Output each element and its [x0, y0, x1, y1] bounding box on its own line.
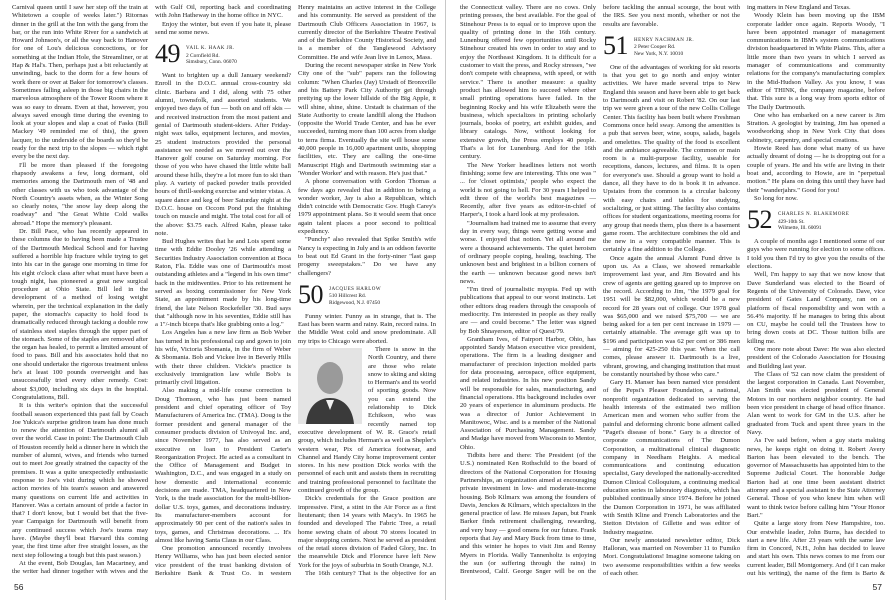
paragraph: Carnival queen until I saw her step off the train at Whitetown a couple of weeks later.") Ritornas dinner in the grill at the Inn with the gang from the bar, or the run into White River for a sandwich at Howard Johnson's, or all the way back to Hanover for one of Lou's delicious concoctions, or for something at the Indian Hole, the Streamliner, or at Hap & Hal's. Then, perhaps just a bit reluctantly at unwinding, back to the dorm for a few hours of work there or over at Baker for tomorrow's classes. Sometimes falling asleep in those big chairs in the marvelous atmosphere of the Tower Room where it was so easy to dream. Even at that, however, you always saved enough time during the evening to look at your slopes and slap a coat of Fasks (Bill Mackey '49 reminded me of this), the green lacquer, to the underside of the boards so they'd be ready for the next trip to the slopes — which right every be the next day.	[12, 4, 148, 161]
paragraph: One more note about Dave: He was also elected president of the Colorado Association for Housing and Building last year.	[747, 345, 885, 370]
paragraph: At the event, Bob Douglas, Ian Macartney, and the writer had dinner together with wives and the	[12, 559, 148, 576]
class-number: 49	[155, 39, 180, 69]
left-column-3	[298, 4, 436, 576]
paragraph: "Journalism had trained me to assume that every day in every way, things were getting worse and worse. I enjoyed that notion. Yet all around me were a thousand achievements. The quiet heroism of ordinary people coping, healing, teaching. The unknown best and brightest in a billion corners of the earth — unknown because good news isn't news.	[460, 219, 596, 285]
left-column-1	[12, 4, 148, 576]
secretary-city: Simsbury, Conn. 06070	[186, 59, 237, 66]
paragraph: One promotion announced recently involves Henry Williams, who has just been elected senior vice president of the trust banking division of Berkshire Bank & Trust Co. in western	[155, 545, 291, 576]
paragraph: Gary H. Manser has been named vice president of the Pepsi's Pleaser Foundation, a national, nonprofit organization dedicated to serving the health interests of the estimated two million American men and women who suffer from the painful and deforming chronic bone ailment called "Paget's disease of bone." Gary is a director of corporate communications of The Dumon Corporation, a multinational clinical diagnostic company in Needham Heights. A medical communications and continuing education specialist, Gary developed the nationally-accredited Dumon Clinical Colloquium, a continuing medical education series in laboratory diagnosis, which has published continually since 1974. Before he joined the Dumon Corporation in 1971, he was affiliated with Smith Kline and French Laboratories and the Stetton Division of Gillette and was editor of Industry magazine.	[603, 379, 740, 536]
secretary-name: VAIL K. HAAK JR.	[186, 46, 235, 52]
class-secretary-address	[778, 207, 849, 232]
paragraph: ing matters in New England and Texas.	[747, 4, 851, 11]
paragraph: Also making a mid-life course correction is Doug Thomson, who has just been named president and chief operating officer of Toy Manufacturers of America Inc. (TMA). Doug is the former president and general manager of the consumer products division of Univoyal Inc. and, since November 1977, has also served as an executive on loan to President Carter's Reorganization Project. He acted as a consultant in the Office of Management and Budget in Washington, D.C., and was engaged in a study on how domestic and international economic decisions are made. TMA, headquartered in New York, is the trade association for the multi-billion-dollar U.S. toys, games, and decorations industry. Its manufacturer-members account for approximately 90 per cent of the nation's sales in toys, games, and Christmas decorations. ... It's almost like having Santa Claus in our Class.	[155, 387, 291, 544]
paragraph: One who has embarked on a new career is Jim Stratton. A geologist by training, Jim has opened a woodworking shop in New York City that does cabinetry, carpentry, and special creations.	[747, 111, 885, 144]
paragraph: the Connecticut valley. There are no cows. Only printing presses, the best available. For the goal of Stinehour Press is to equal or to improve upon the quality of printing done in the 16th century. Lunenburg offered few opportunities until Rocky Stinehour created his own in order to stay and to enjoy the Northeast Kingdom. It is difficult for a customer to visit the press, and Rocky stresses, "we don't compete with cheapness, with speed, or with service." There is another measure: a quality product has allowed him to succeed where other small printing operations have failed. In the beginning Rocky and his wife Elizabeth were the business, which specializes in printing scholarly journals, books of poetry, art exhibit guides, and library catalogs. Now, without looking for extensive growth, the Press employs 40 people. That's a lot for Lunenburg. And for the 16th century.	[460, 4, 596, 161]
right-column-1	[460, 4, 596, 576]
class-heading-52	[747, 207, 885, 233]
paragraph: Enjoy the winter, but even if you hate it, please send me some news.	[155, 20, 291, 36]
secretary-name: HENRY NACHMAN JR.	[634, 37, 695, 43]
class-number: 52	[747, 205, 772, 235]
secretary-street: 2 Peter Cooper Rd.	[634, 44, 676, 51]
paragraph: Tidbits here and there: The President (of the U.S.) nominated Ken Rothschild to the board of directors of the National Corporation for Housing Partnerships, an organization aimed at encouraging private investment in low- and moderate-income housing. Bob Kilmarx was among the founders of Davis, Jenckes & Kilmarx, which specializes in the general practice of law. He misses Japan, but Frank Barker finds retirement challenging, rewarding, and very busy — good omens for our future. Frank reports that Jay and Mary Buck from time to time, and this winter he hopes to visit Jim and Renny Myers in Florida. Wally Tannenholtz is enjoying the sun (or suffering through the rains) in Brentwood, Calif. George Snger will be on the	[460, 452, 596, 576]
paragraph: As I've said before, when a guy starts making news, he keeps right on doing it. Robert Avery Barton has been elevated to the bench. The governor of Massachusetts has appointed him to the Supreme Judicial Court. The honorable Judge Barton had at one time been assistant district attorney and a special assistant to the State Attorney General. Those of you who knew him when will want to think twice before calling him "Your Honor Bart."	[747, 437, 885, 519]
paragraph: Dr. Bill Pace, who has recently appeared in these columns due to having been made a Trustee of the Dartmouth Medical School and for having suffered a horrible hip fracture while trying to get into his car in the garage one morning in time for his eight o'clock class after what must have been a tough night, has pioneered a great new surgical procedure at Ohio State. Bill led in the development of a method of losing weight wherein, per the technical explanation in the daily paper, the stomach's capacity to hold food is dramatically reduced through tacking a double row of stainless steel staples through the upper part of the stomach. Some of the staples are removed after the organ has healed, to permit a limited amount of food to pass. Bill and his associates hold that no one should undertake the rigorous treatment unless he's at least 100 pounds overweight and has unsuccessfully tried every other remedy. Cost: about $3,000, including six days in the hospital. Congratulations, Bill.	[12, 228, 148, 401]
paragraph: Want to brighten up a dull January weekend? Enroll in the D.O.C. annual cross-country ski clinic. Barbara and I did, along with 75 other alumni, townsfolk, and assorted students. We enjoyed two days of fun — both on and off skis — and received instruction from the most patient and genial of Dartmouth student-skiers. After Friday-night wax talks, equipment lectures, and movies, 25 student instructors provided the personal assistance we needed as we moved out over the Hanover golf course on Saturday morning. For those of you who have chased the little white ball around these hills, they're a lot more fun to ski than play. A variety of packed powder trails provided hours of thrill-seeking exercise and winter vistas. A square dance and keg of beer Saturday night at the D.O.C. house on Occom Pond put the finishing touch on muscle and might. The total cost for all of the above: $3.75 each. Alfred Kahn, please take note.	[155, 72, 291, 237]
paragraph: There is snow in the North Country, and there are those who relate snow to skiing and skiing to Herman's and its world of sporting goods. Now you can extend the relationship to Dick Echikson, who was recently named top executive development of W. R. Grace's retail group, which includes Herman's as well as Shepler's western wear, Pix of America footwear, and Channel and Handy City home improvement center stores. In his new position Dick works with the personnel of each unit and assists them in recruiting and training professional personnel to facilitate the continued growth of the group.	[298, 345, 436, 495]
secretary-city: Ridgewood, N.J. 07450	[329, 299, 381, 306]
secretary-street: 2 Cornfield Rd.	[186, 52, 220, 59]
paragraph: A phone conversation with Gordon Thomas a few days ago revealed that in addition to being a wonder worker, Jay is also a Republican, which didn't coincide with Democratic Gov. Hugh Carey's 1979 appointment plans. So it would seem that once again talent places a poor second to political expediency.	[298, 178, 436, 236]
left-column-2	[155, 4, 291, 576]
secretary-city: Wilmette, Ill. 60091	[778, 225, 822, 232]
paragraph: "I'm tired of journalistic myopia. Fed up with publications that appeal to our worst instincts. Let other editors drag readers through the cesspools of mediocrity. I'm interested in people as they really are — and could become." The letter was signed by Bob Shnayerson, editor of Quest/79.	[460, 286, 596, 335]
class-heading-49	[155, 41, 291, 67]
right-page	[450, 0, 896, 600]
secretary-name: JACQUES HARLOW	[329, 286, 382, 292]
paragraph: Bud Hughes writes that he and Lois spent some time with Eddie Dooley '26 while attending a Securities Industry Association convention at Boca Raton, Fla. Eddie was one of Dartmouth's most outstanding athletes and a "legend in his own time" back in the midtwenties. Prior to his retirement he served as boxing commissioner for New York State, an appointment made by his long-time friend, the late Nelson Rockefeller '30. Bud says that "although now in his seventies, Eddie still has a 1"/-inch biceps that's like grabbing onto a log."	[155, 238, 291, 329]
paragraph: A couple of months ago I mentioned some of our guys who were running for election to some offices. I told you then I'd try to give you the results of the elections.	[747, 238, 885, 271]
class-secretary-address	[329, 282, 381, 307]
paragraph: with Gulf Oil, reporting back and coordinating with John Hatheway in the home office in NYC.	[155, 4, 291, 20]
paragraph: Our newly annotated newsletter editor, Dick Halloran, was married on November 11 to Fumiko Mori. Congratulations! Imagine someone taking on two awesome responsibilities within a few weeks of each other.	[603, 536, 740, 576]
paragraph: before tackling the annual scourge, the bout with the IRS. See you next month, whether or not the results are favorable.	[603, 4, 740, 28]
secretary-name: CHARLES N. BLAKEMORE	[778, 212, 850, 218]
portrait-photo	[298, 348, 362, 424]
paragraph: The Class of '52 can now claim the president of the largest corporation in Canada. Last November, Alan Smith was elected president of General Motors in our northern neighbor country. He had been vice president in charge of head office finance. Alan went to work for GM in the U.S. after he graduated from Tuck and spent three years in the Navy.	[747, 370, 885, 436]
page-number: 56	[14, 582, 24, 592]
left-page	[0, 0, 446, 600]
right-column-2	[603, 4, 740, 576]
class-secretary-address	[186, 41, 237, 66]
right-column-3	[747, 4, 885, 576]
portrait-image	[298, 348, 362, 424]
paragraph: Quite a large story from New Hampshire, too. Our erstwhile leader, John Burns, has decided to start a new life. After 23 years with the same law firm in Concord, N.H., John has decided to leave and start his own. This news comes to me from our current leader, Bill Montgomery. And (if I can make out his writing), the name of the firm is Barto &	[747, 520, 885, 576]
class-number: 51	[603, 30, 628, 60]
class-heading-51	[603, 30, 740, 60]
paragraph: Well, I'm happy to say that we now know that Dave Sunderland was elected to the Board of Regents of the University of Colorado. Dave, vice president of Gates Land Company, ran on a platform of fiscal responsibility and won with a 56.4% majority. If he manages to bring this about on CU, maybe he could tell the Trustees how to bring down costs at DC. Those tuition bills are killing me.	[747, 271, 885, 345]
secretary-city: New York, N.Y. 10010	[634, 51, 684, 58]
paragraph: Howie Reed has done what many of us have actually dreamt of doing — he is dropping out for a couple of years. He and his wife are living in their boat and, according to Howie, are in "perpetual motion." He plans on doing this until they have had their "wanderjahrs." Good for you!	[747, 145, 885, 194]
paragraph: Funny winter. Funny as in strange, that is. The East has been warm and rainy. Rain, record rains. In the Middle West cold and snow predominate. All my trips to Chicago were aborted.	[298, 312, 436, 345]
paragraph: One of the advantages of working for ski resorts is that you get to go north and enjoy winter activities. We have made several trips to New England this season and have been able to get back to Dartmouth and visit on Robert '82. On our last trip we were given a tour of the new Collis College Center. This facility has been built where Freshman Commons once held sway. Among the amenities is a pub that serves beer, wine, soups, salads, bagels and omelettes. The quality of the food is excellent and the ambiance agreeable. The common or main room is a multi-purpose facility, useable for receptions, dances, lectures, and films. It is open for everyone's use. Should a group want to hold a dance, all they have to do is book it in advance. Upstairs from the common is a circular balcony with easy chairs and tables for studying, socializing, or just sitting. The facility also contains offices for student organizations, meeting rooms for any group that needs them, plus there is a basement game room. The architecture combines the old and the new in a very compatible manner. This is certainly a fine addition to the College.	[603, 63, 740, 254]
paragraph: During the recent newspaper strike in New York City one of the "sub" papers ran the following column: "When Charles (Jay) Urstadt of Bronxville and his Battery Park City Authority get through prettying up the lower hillside of the Big Apple, it will shine, shine, shine. Urstadt is chairman of the State Authority to create landfill along the Hudson (opposite the World Trade Center, and has he ever succeeded, turning more than 100 acres from sludge to terra firma. Eventually the site will house some 40,000 people in 16,000 apartment units, shopping facilities, etc. They are calling the one-time Manuscript High and Dartmouth swimming star a 'Wonder Worker' and with reason. He's just that."	[298, 62, 436, 177]
paragraph: So long for now.	[754, 194, 798, 202]
paragraph: Henry maintains an active interest in the College and his community. He served as president of the Dartmouth Club Officers Association in 1967, is currently director of the Berkshire Theatre Festival and of the Berkshire County Historical Society, and is a member of the Tanglewood Advisory Committee. He and wife Jean live in Lenox, Mass.	[298, 4, 436, 61]
paragraph: "Punchy" also revealed that Spike Smith's wife Nancy is expecting in July and is an oddson favorite to beat out Ed Grant in the forty-niner "last gasp progeny sweepstakes." Do we have any challengers?	[298, 236, 436, 277]
class-number: 50	[298, 279, 323, 309]
paragraph: The 16th century? That is the objective for an	[305, 570, 436, 576]
paragraph: Woody Klein has been moving up the IBM corporate ladder once again. Reports Woody, "I have been appointed manager of management communications in IBM's system communications division headquartered in White Plains. This, after a little more than two years in which I served as manager of communications and community relations for the company's manufacturing complex in the Mid-Hudson Valley. As you know, I was editor of THINK, the company magazine, before that. This sure is a long way from sports editor of The Daily Dartmouth.	[747, 12, 885, 111]
paragraph: I'll be more than pleased if the foregoing rhapsody awakens a few, long dormant, old memories among the Dartmouth men of '48 and other classes with us who took advantage of the North Country's assets when, as the Winter Song so clearly notes, "the snow lay deep along the roadway" and "the Great White Cold walks abroad." Hope the memory's pleasant.	[12, 161, 148, 227]
paragraph: Los Angeles has a new law firm as Bob Weber has turned in his professional cap and gown to join his wife, Victoria Sbomania, in the firm of Weber & Sbomania. Bob and Vickee live in Beverly Hills with their three children. Vickie's practice is exclusively immigration law while Bob's is primarily civil litigation.	[155, 329, 291, 387]
paragraph: Once again the annual Alumni Fund drive is upon us. As a Class, we showed remarkable improvement last year, and Jim Bovaird and his crew of agents are getting geared up to improve on the record. According to Jim, "the 1979 goal for 1951 will be $82,000, which would be a new record for 28 years out of college. Our 1978 goal was $65,000 and we raised $75,700 — we are being asked for a ten per cent increase in 1979 — certainly attainable. The average gift was up to $196 and participation was 62 per cent or 386 men — aiming for 425-250 this year. When the call comes, please answer it. Dartmouth is a live, vibrant, growing, and changing institution that must be constantly nourished by those who care."	[603, 254, 740, 378]
paragraph: It is this writer's opinion that the successful football season experienced this past fall by Coach Joe Yukica's surprise gridiron team has done much to renew the attention of Dartmouth alumni all over the world. Case in point: The Dartmouth Club of Houston recently held a dinner here in which the number of alumni, wives, and friends who turned out to meet Joe greatly strained the capacity of the premises. It was a quite unexpectedly enthusiastic response to Joe's visit during which he showed action movies of his team's season and answered many questions on current life and activities in Hanover. Was a certain amount of pride a factor in that? I don't know, but I would bet that the five-year Campaign for Dartmouth will benefit from any continued success which Joe's teams may have. (Maybe they'll beat Harvard this coming year, the first time after five straight losses, as the next step following a tough but this past season.)	[12, 402, 148, 559]
secretary-street: 510 Hillcrest Rd.	[329, 293, 366, 300]
secretary-street: 429-10th St.	[778, 218, 805, 225]
paragraph: The New Yorker headlines letters not worth finishing; some few are interesting. This one was " ... for 'closet optimists,' people who expect the world is not going to hell. For 30 years I helped to edit three of the world's best magazines — Recently, after five years as editor-in-chief of Harper's, I took a hard look at my profession.	[460, 161, 596, 219]
paragraph: Dick's credentials for the Grace position are impressive. First, a stint in the Air Force as a first lieutenant; then 14 years with Macy's. In 1965 he founded and developed The Fabric Tree, a retail home sewing chain of about 70 stores located in major shopping centers. Next he served as president of the retail stores division of Faded Glory, Inc. In the meanwhile Dick and Florence have left New York for the joys of suburbia in South Orange, N.J.	[298, 495, 436, 569]
page-number: 57	[872, 582, 882, 592]
class-secretary-address	[634, 33, 694, 58]
paragraph: Grantham Ives, of Fairport Harbor, Ohio, has appointed Sandy Matson executive vice president, operations. The firm is a leading designer and manufacturer of precision injection molded parts for data processing, aerospace, office equipment, and related industries. In his new position Sandy will be responsible for sales, manufacturing, and financial operations. His background includes over 20 years of experience in aluminum products. He was a director of Junior Achievement in Manitowoc, Wisc. and is a member of the National Association of Purchasing Management. Sandy and Madge have moved from Wisconsin to Mentor, Ohio.	[460, 335, 596, 451]
class-heading-50	[298, 279, 436, 309]
